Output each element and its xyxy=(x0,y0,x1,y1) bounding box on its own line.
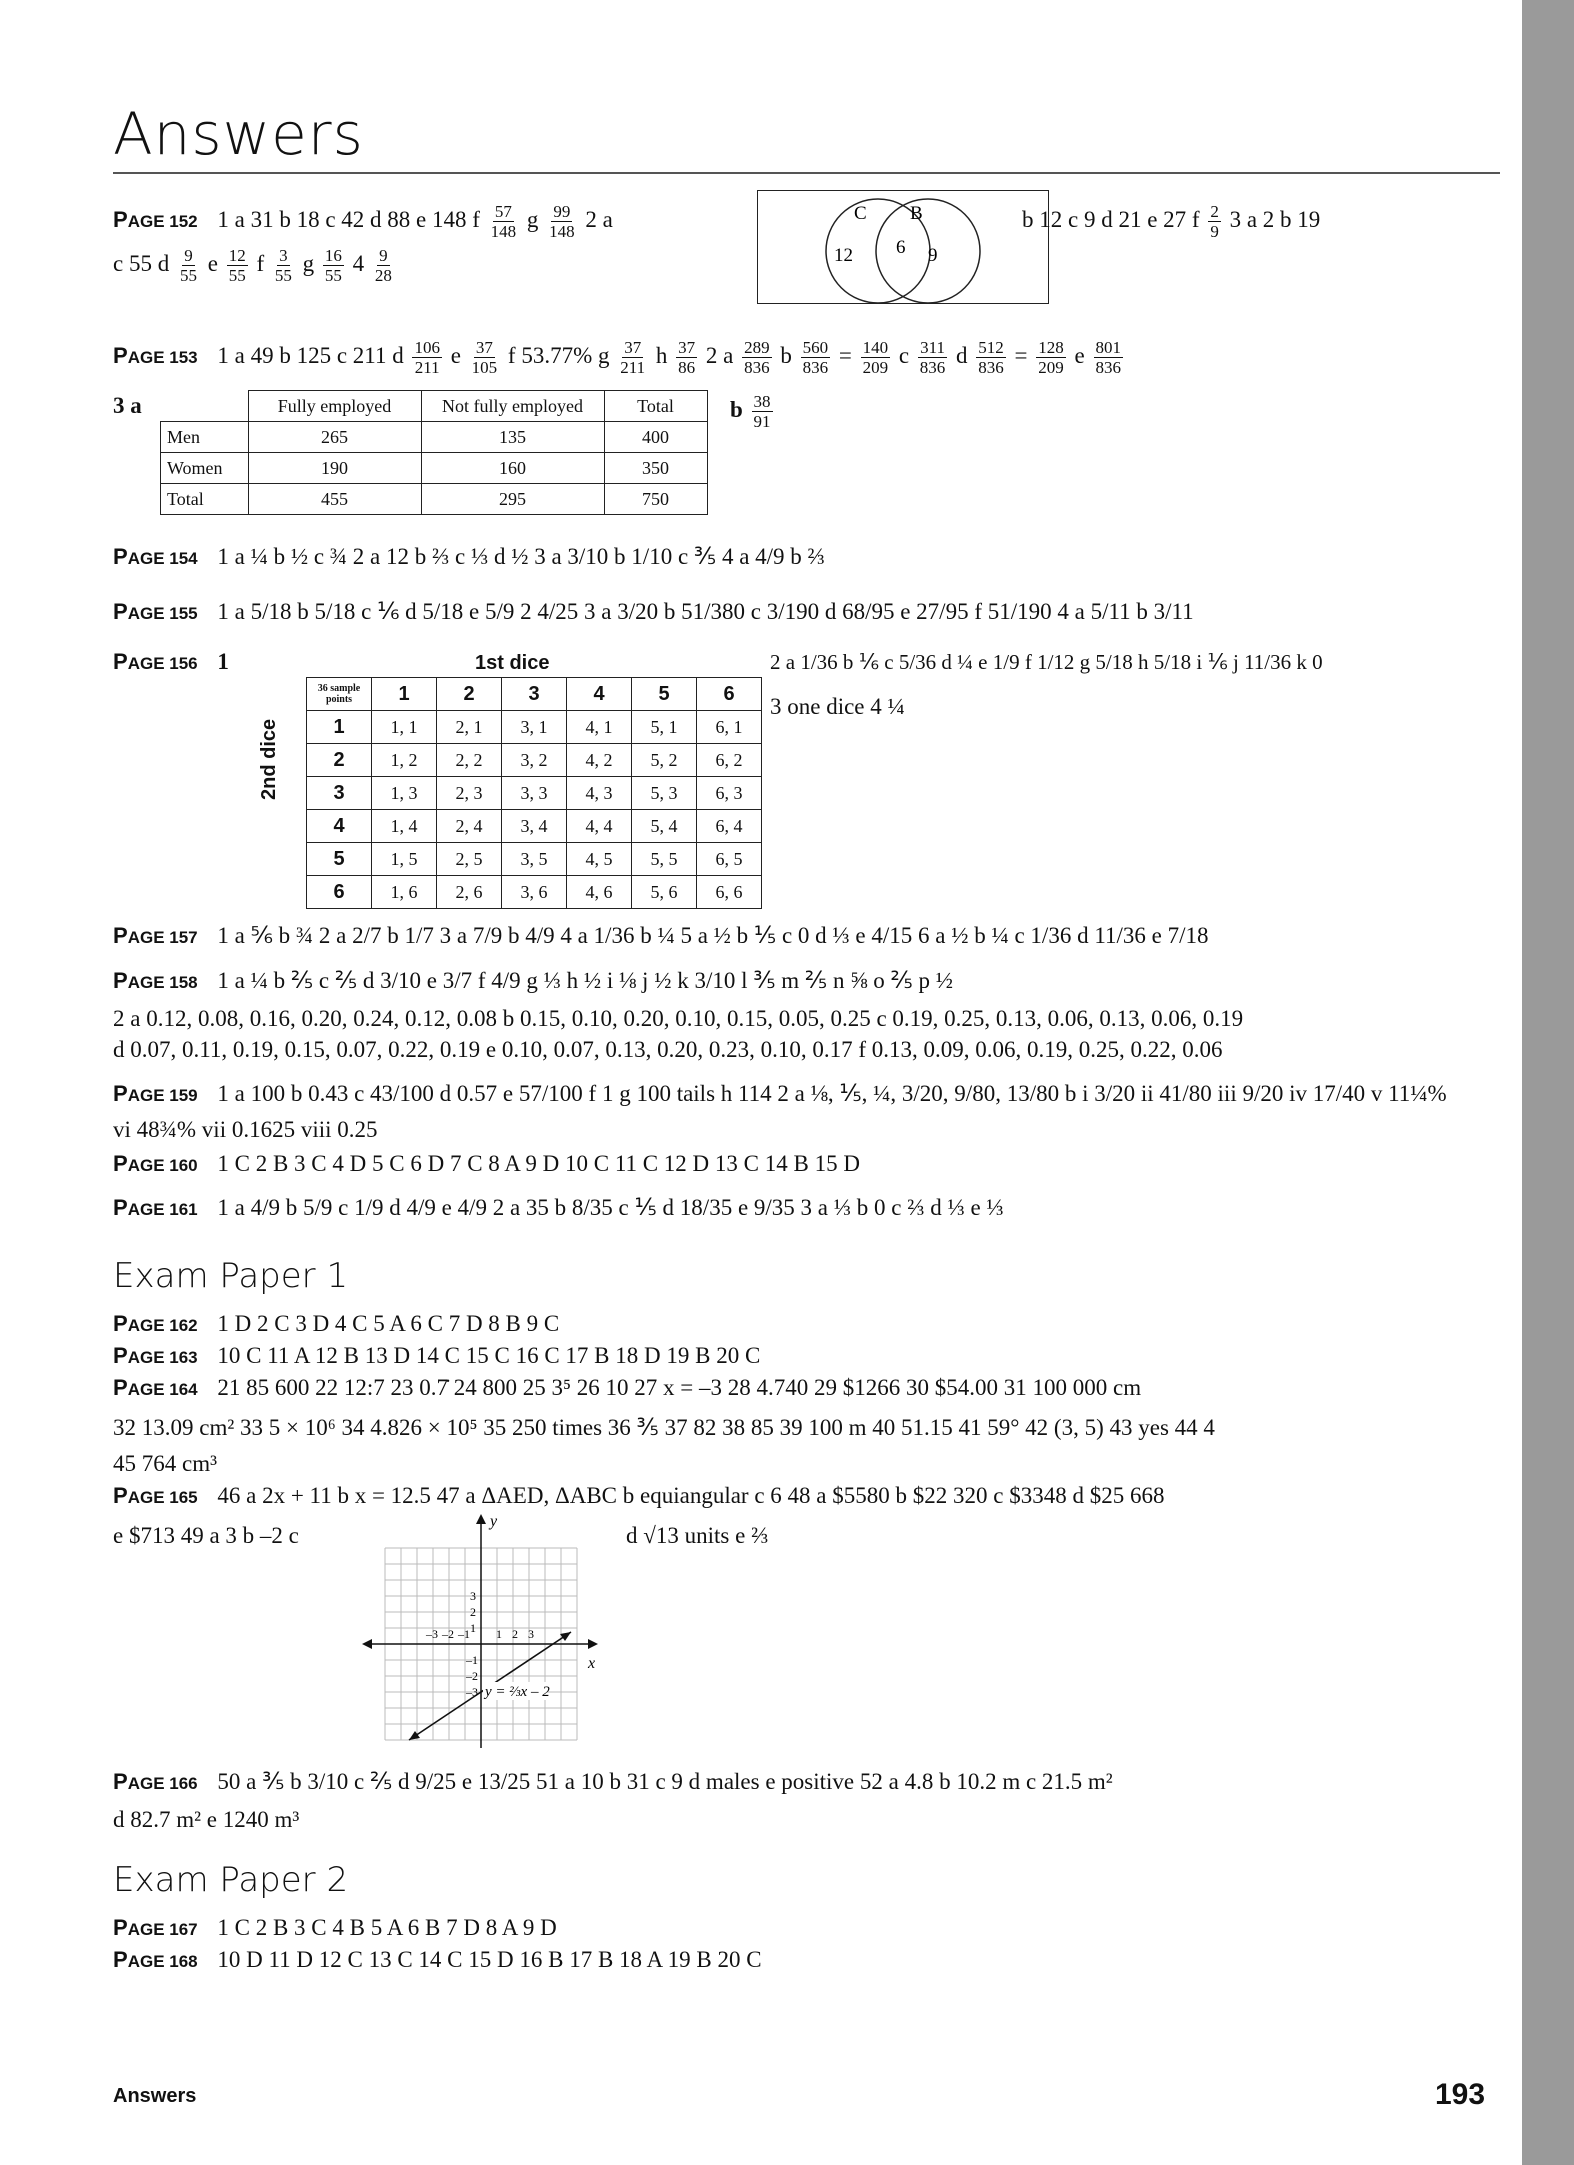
linear-graph xyxy=(360,1510,600,1750)
fraction: $\frac{57}{148}$ xyxy=(490,202,517,241)
page-152-line-1-right: b 12 c 9 d 21 e 27 f $\frac{2}{9}$ 3 a 2 b 19 xyxy=(1022,202,1321,241)
page-152-label: PAGE 152 xyxy=(113,206,198,232)
page-164-line-3: 45 764 cm³ xyxy=(113,1451,217,1476)
q3b: b $\frac{38}{91}$ xyxy=(730,392,771,431)
svg-text:–1: –1 xyxy=(466,1653,478,1667)
venn-svg xyxy=(758,191,1048,303)
svg-text:1: 1 xyxy=(496,1627,502,1641)
page-153-label: PAGE 153 xyxy=(113,342,198,368)
page-167-line: PAGE 167 1 C 2 B 3 C 4 B 5 A 6 B 7 D 8 A 9 D xyxy=(113,1915,557,1940)
svg-text:–3: –3 xyxy=(466,1685,478,1699)
page-152-line-2: c 55 d $\frac{9}{55}$ e $\frac{12}{55}$ f $\frac{3}{55}$ g $\frac{16}{55}$ 4 $\frac{9}{28}$ xyxy=(113,246,392,285)
page-159-line: PAGE 159 1 a 100 b 0.43 c 43/100 d 0.57 e 57/100 f 1 g 100 tails h 114 2 a ⅛, ⅕, ¼, 3/20, 9/80, 13/80 b i 3/20 ii 41/80 iii 9/20 iv 17/40 v 11¼% xyxy=(113,1081,1447,1106)
svg-text:1: 1 xyxy=(470,1621,476,1635)
title-rule xyxy=(113,172,1500,174)
table-row: Women 190 160 350 xyxy=(161,453,708,484)
graph-svg xyxy=(360,1510,600,1750)
page-158-line-2: 2 a 0.12, 0.08, 0.16, 0.20, 0.24, 0.12, 0.08 b 0.15, 0.10, 0.20, 0.10, 0.15, 0.05, 0.25 c 0.19, 0.25, 0.13, 0.06, 0.13, 0.06, 0.19 xyxy=(113,1006,1244,1031)
venn-mid: 6 xyxy=(896,237,906,258)
table-row: 4 1, 4 2, 4 3, 4 4, 4 5, 4 6, 4 xyxy=(307,810,762,843)
venn-left: 12 xyxy=(834,245,853,266)
svg-text:–3: –3 xyxy=(426,1627,438,1641)
page-157-line: PAGE 157 1 a ⅚ b ¾ 2 a 2/7 b 1/7 3 a 7/9 b 4/9 4 a 1/36 b ¼ 5 a ½ b ⅕ c 0 d ⅓ e 4/15 6 a ½ b ¼ c 1/36 d 11/36 e 7/18 xyxy=(113,923,1209,948)
footer-label: Answers xyxy=(113,2085,197,2107)
svg-text:3: 3 xyxy=(528,1627,534,1641)
page-168-line: PAGE 168 10 D 11 D 12 C 13 C 14 C 15 D 16 B 17 B 18 A 19 B 20 C xyxy=(113,1947,762,1972)
exam-paper-1-heading: Exam Paper 1 xyxy=(113,1256,349,1296)
table-row: 3 1, 3 2, 3 3, 3 4, 3 5, 3 6, 3 xyxy=(307,777,762,810)
table-row: 1 1, 1 2, 1 3, 1 4, 1 5, 1 6, 1 xyxy=(307,711,762,744)
svg-text:2: 2 xyxy=(512,1627,518,1641)
page-161-line: PAGE 161 1 a 4/9 b 5/9 c 1/9 d 4/9 e 4/9 2 a 35 b 8/35 c ⅕ d 18/35 e 9/35 3 a ⅓ b 0 c ⅔ d ⅓ e ⅓ xyxy=(113,1195,1004,1220)
page-163-line: PAGE 163 10 C 11 A 12 B 13 D 14 C 15 C 16 C 17 B 18 D 19 B 20 C xyxy=(113,1343,761,1368)
dice-top-label: 1st dice xyxy=(475,652,550,674)
page-156-line: PAGE 156 1 xyxy=(113,649,229,674)
dice-table: 36 sample points 1 2 3 4 5 6 1 1, 1 2, 1 3, 1 4, 1 5, 1 6, 1 2 1, 2 2, 2 3, 2 4, 2 5, 2 6, 2 3 1, 3 2, 3 3, 3 4, 3 5, 3 6, 3 4 1, 4 2, 4 3, 4 4, 4 5, 4 6, 4 5 1, 5 2, 5 3, 5 4, 5 5, 5 6, 5 6 1, 6 2, 6 3, 6 4, 6 5, 6 6, 6 xyxy=(306,677,762,909)
page-159-line-2: vi 48¾% vii 0.1625 viii 0.25 xyxy=(113,1117,378,1142)
table-row: Men 265 135 400 xyxy=(161,422,708,453)
page-158-line: PAGE 158 1 a ¼ b ⅖ c ⅖ d 3/10 e 3/7 f 4/9 g ⅓ h ½ i ⅛ j ½ k 3/10 l ⅗ m ⅖ n ⅝ o ⅖ p ½ xyxy=(113,968,953,993)
page-153-line-1: PAGE 153 1 a 49 b 125 c 211 d $\frac{106}{211}$ e $\frac{37}{105}$ f 53.77% g $\frac{37}{211}$ h $\frac{37}{86}$ 2 a $\frac{289}{836}$ b $\frac{560}{836}$ = $\frac{140}{209}$ c $\frac{311}{836}$ d $\frac{512}{836}$ = $\frac{128}{209}$ e $\frac{801}{836}$ xyxy=(113,338,1121,377)
page-154-line: PAGE 154 1 a ¼ b ½ c ¾ 2 a 12 b ⅔ c ⅓ d ½ 3 a 3/10 b 1/10 c ⅗ 4 a 4/9 b ⅔ xyxy=(113,544,825,569)
page-160-line: PAGE 160 1 C 2 B 3 C 4 D 5 C 6 D 7 C 8 A 9 D 10 C 11 C 12 D 13 C 14 B 15 D xyxy=(113,1151,860,1176)
page-164-line: PAGE 164 21 85 600 22 12:7 23 0.7̇ 24 800 25 3⁵ 26 10 27 x = –3 28 4.740 29 $1266 30 $54.00 31 100 000 cm xyxy=(113,1375,1142,1400)
venn-label-b: B xyxy=(910,203,923,224)
fraction: $\frac{99}{148}$ xyxy=(549,202,575,241)
svg-text:2: 2 xyxy=(470,1605,476,1619)
q3a-label: 3 a xyxy=(113,393,142,418)
page-165-line-2a: e $713 49 a 3 b –2 c xyxy=(113,1523,299,1548)
employment-table: Fully employed Not fully employed Total Men 265 135 400 Women 190 160 350 Total 455 295 750 xyxy=(160,390,708,515)
page-164-line-2: 32 13.09 cm² 33 5 × 10⁶ 34 4.826 × 10⁵ 35 250 times 36 ⅗ 37 82 38 85 39 100 m 40 51.15 41 59° 42 (3, 5) 43 yes 44 4 xyxy=(113,1415,1215,1440)
svg-text:y = ⅔x – 2: y = ⅔x – 2 xyxy=(485,1684,550,1700)
page-162-line: PAGE 162 1 D 2 C 3 D 4 C 5 A 6 C 7 D 8 B 9 C xyxy=(113,1311,560,1336)
page-165-line-2b: d √13 units e ⅔ xyxy=(626,1523,769,1548)
venn-label-c: C xyxy=(854,203,867,224)
page-152-line-1: PAGE 152 1 a 31 b 18 c 42 d 88 e 148 f $\frac{57}{148}$ g $\frac{99}{148}$ 2 a xyxy=(113,202,613,241)
exam-paper-2-heading: Exam Paper 2 xyxy=(113,1860,349,1900)
svg-text:x: x xyxy=(588,1655,596,1672)
table-row: 2 1, 2 2, 2 3, 2 4, 2 5, 2 6, 2 xyxy=(307,744,762,777)
svg-text:3: 3 xyxy=(470,1589,476,1603)
svg-text:y: y xyxy=(490,1513,498,1530)
text: 1 a 31 b 18 c 42 d 88 e 148 f xyxy=(217,206,480,232)
table-row: 5 1, 5 2, 5 3, 5 4, 5 5, 5 6, 5 xyxy=(307,843,762,876)
page-166-line: PAGE 166 50 a ⅗ b 3/10 c ⅖ d 9/25 e 13/25 51 a 10 b 31 c 9 d males e positive 52 a 4.8 b 10.2 m c 21.5 m² xyxy=(113,1769,1113,1794)
venn-diagram xyxy=(757,190,1049,304)
page-number: 193 xyxy=(1435,2078,1486,2111)
dice-side-label: 2nd dice xyxy=(258,718,280,800)
page-166-line-2: d 82.7 m² e 1240 m³ xyxy=(113,1807,300,1832)
page-165-line: PAGE 165 46 a 2x + 11 b x = 12.5 47 a ΔAED, ΔABC b equiangular c 6 48 a $5580 b $22 320 c $3348 d $25 668 xyxy=(113,1483,1165,1508)
venn-right: 9 xyxy=(928,245,938,266)
svg-text:–2: –2 xyxy=(442,1627,454,1641)
svg-text:–1: –1 xyxy=(458,1627,470,1641)
table-row: 6 1, 6 2, 6 3, 6 4, 6 5, 6 6, 6 xyxy=(307,876,762,909)
svg-text:–2: –2 xyxy=(466,1669,478,1683)
table-row: Total 455 295 750 xyxy=(161,484,708,515)
page-title: Answers xyxy=(113,100,364,168)
fraction: $\frac{2}{9}$ xyxy=(1210,202,1219,241)
page-155-line: PAGE 155 1 a 5/18 b 5/18 c ⅙ d 5/18 e 5/9 2 4/25 3 a 3/20 b 51/380 c 3/190 d 68/95 e 27/95 f 51/190 4 a 5/11 b 3/11 xyxy=(113,599,1194,624)
page-156-right-2: 3 one dice 4 ¼ xyxy=(770,694,905,719)
side-margin-bar xyxy=(1522,0,1574,2165)
page-156-right-1: 2 a 1/36 b ⅙ c 5/36 d ¼ e 1/9 f 1/12 g 5/18 h 5/18 i ⅙ j 11/36 k 0 xyxy=(770,650,1323,674)
page-158-line-3: d 0.07, 0.11, 0.19, 0.15, 0.07, 0.22, 0.19 e 0.10, 0.07, 0.13, 0.20, 0.23, 0.10, 0.17 f 0.13, 0.09, 0.06, 0.19, 0.25, 0.22, 0.06 xyxy=(113,1037,1223,1062)
